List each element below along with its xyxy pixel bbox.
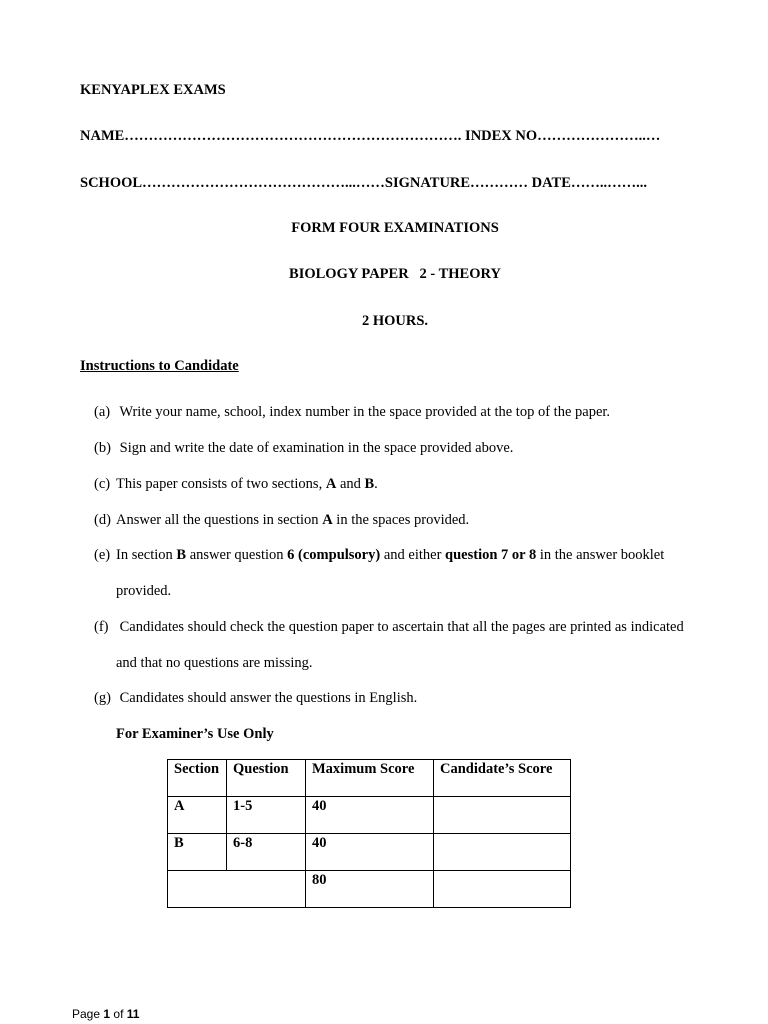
cell-total-label xyxy=(168,871,306,908)
examiner-heading: For Examiner’s Use Only xyxy=(116,726,274,742)
cell-candidate-score[interactable] xyxy=(434,797,571,834)
page-number: 1 xyxy=(103,1007,111,1021)
optional-question-ref: question 7 or 8 xyxy=(445,547,537,563)
instruction-label: (c) xyxy=(94,476,111,492)
cell-section: B xyxy=(168,834,227,871)
instruction-text: answer question xyxy=(186,547,288,563)
instruction-f xyxy=(94,619,684,636)
instruction-text: Sign and write the date of examination in the space provided above. xyxy=(119,440,514,456)
instruction-text: and xyxy=(336,476,365,492)
instruction-label: (d) xyxy=(94,512,111,528)
duration: 2 HOURS. xyxy=(361,313,429,329)
table-total-row xyxy=(168,871,571,908)
cell-maximum-score: 40 xyxy=(306,797,434,834)
instruction-text: Answer all the questions in section xyxy=(116,512,323,528)
instruction-text: Write your name, school, index number in the space provided at the top of the paper. xyxy=(119,404,611,420)
cell-section: A xyxy=(168,797,227,834)
compulsory-question-ref: 6 (compulsory) xyxy=(287,547,381,563)
instruction-b xyxy=(94,440,513,457)
org-name: KENYAPLEX EXAMS xyxy=(80,82,226,98)
section-a-ref: A xyxy=(325,476,337,492)
instruction-e-continued: provided. xyxy=(116,583,172,599)
exam-title: FORM FOUR EXAMINATIONS xyxy=(291,220,499,236)
paper-title: BIOLOGY PAPER 2 - THEORY xyxy=(289,266,501,282)
cell-candidate-score[interactable] xyxy=(434,834,571,871)
instruction-g xyxy=(94,690,417,707)
page-footer xyxy=(72,1007,139,1021)
instruction-label: (e) xyxy=(94,547,111,563)
instruction-label: (b) xyxy=(94,440,111,456)
instruction-text: This paper consists of two sections, xyxy=(116,476,326,492)
header-maximum-score: Maximum Score xyxy=(306,760,434,797)
instruction-label: (a) xyxy=(94,404,111,420)
header-candidate-score: Candidate’s Score xyxy=(434,760,571,797)
instruction-text: Candidates should answer the questions in English. xyxy=(119,690,418,706)
cell-question: 1-5 xyxy=(227,797,306,834)
cell-question: 6-8 xyxy=(227,834,306,871)
school-signature-date-line: SCHOOL……………………………………...……SIGNATURE………… DATE……..……... xyxy=(80,175,648,191)
instruction-text: Candidates should check the question paper to ascertain that all the pages are printed as indicated xyxy=(119,619,684,635)
of-word: of xyxy=(113,1007,124,1021)
instruction-text: in the spaces provided. xyxy=(332,512,470,528)
instructions-heading: Instructions to Candidate xyxy=(80,358,239,374)
instruction-a xyxy=(94,404,610,421)
instruction-text: In section xyxy=(116,547,177,563)
cell-maximum-score: 40 xyxy=(306,834,434,871)
instruction-f-continued: and that no questions are missing. xyxy=(116,655,313,671)
instruction-label: (f) xyxy=(94,619,109,635)
instruction-label: (g) xyxy=(94,690,111,706)
page-word: Page xyxy=(72,1007,101,1021)
section-b-ref: B xyxy=(364,476,375,492)
score-table xyxy=(167,759,571,908)
instruction-text: . xyxy=(374,476,378,492)
cell-total-maximum: 80 xyxy=(306,871,434,908)
total-pages: 11 xyxy=(126,1007,140,1021)
name-index-line: NAME……………………………………………………………. INDEX NO…………………..… xyxy=(80,128,661,144)
table-row xyxy=(168,834,571,871)
header-section: Section xyxy=(168,760,227,797)
instruction-c xyxy=(94,476,378,493)
cell-total-candidate[interactable] xyxy=(434,871,571,908)
instruction-text: in the answer booklet xyxy=(536,547,665,563)
section-b-ref: B xyxy=(176,547,187,563)
table-row xyxy=(168,797,571,834)
section-a-ref: A xyxy=(322,512,333,528)
instruction-text: and either xyxy=(380,547,446,563)
instruction-d xyxy=(94,512,469,529)
table-header-row xyxy=(168,760,571,797)
header-question: Question xyxy=(227,760,306,797)
instruction-e xyxy=(94,547,664,564)
